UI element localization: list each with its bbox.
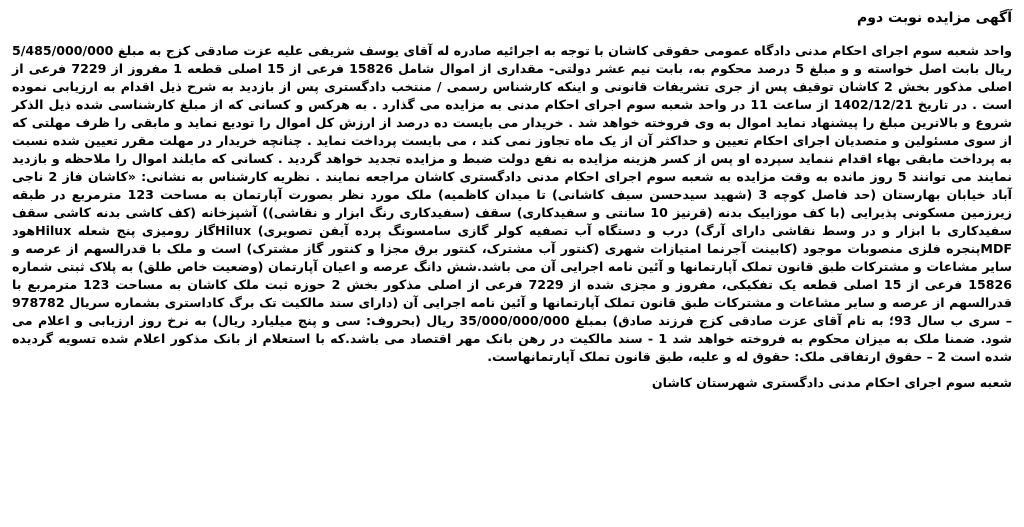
notice-title: آگهی مزایده نوبت دوم bbox=[856, 10, 1012, 26]
notice-body: واحد شعبه سوم اجرای احکام مدنی دادگاه عمومی حقوقی کاشان با توجه به اجرائیه صادره له آقای یوسف شریفی علیه عزت صادقی کزج به مبلغ 5/485/000/000 ریال بابت اصل خواسته و و مبلغ 5 درصد محکوم به، بابت نیم عشر دولتی- مقداری از اموال شامل 15826 فرعی از 15 اصلی قطعه 1 مفروز از 7229 فرعی از اصلی مذکور بخش 2 کاشان توقیف پس از جری تشریفات قانونی و اینکه کارشناس رسمی / منتخب دادگستری پس از بازدید به شرح ذیل اقدام به ارزیابی نموده است . در تاریخ 1402/12/21 از ساعت 11 در واحد شعبه سوم اجرای احکام مدنی به مزایده می گذارد . به هرکس و کسانی که از مبلغ کارشناسی شده ذیل الذکر شروع و بالاترین مبلغ را پیشنهاد نماید اموال به وی فروخته خواهد شد . خریدار می بایست ده درصد از ارزش کل اموال را تودیع نماید و مابقی را ظرف مهلتی که از سوی مسئولین و متصدیان اجرای احکام تعیین و حداکثر آن از یک ماه تجاوز نمی کند ، می بایست پرداخت نماید . چنانچه خریدار در مهلت مقرر تعیین شده نسبت به پرداخت مابقی بهاء اقدام ننماید سپرده او پس از کسر هزینه مزایده به نفع دولت ضبط و مزایده تجدید خواهد گردید . کسانی که مایلند اموال را ملاحظه و بازدید نمایند می توانند 5 روز مانده به وقت مزایده به شعبه سوم اجرای احکام مدنی دادگستری کاشان مراجعه نمایند . نظریه کارشناس به نشانی: «کاشان فاز 2 ناجی آباد خیابان بهارستان (حد فاصل کوچه 3 (شهید سیدحسن سیف کاشانی) تا میدان کاظمیه) ملک مورد نظر بصورت آپارتمان به مساحت 123 مترمربع در طبقه زیرزمین مسکونی پذیرایی (با کف موزاییک بدنه (قرنیز 10 سانتی و سفیدکاری) سقف (سفیدکاری رنگ ابزار و نقاشی)) آشپزخانه (کف کاشی بدنه کاشی سقف سفیدکاری با ابزار و در وسط نقاشی دارای آرگ) درب و دستگاه آب تصفیه کولر گازی سامسونگ پرده آیفن تصویری) Hiluxگاز رومیزی پنج شعله Hiluxهود MDFپنجره فلزی منصوبات موجود (کابینت آجرنما امتیازات شهری (کنتور آب مشترک، کنتور برق مجزا و کنتور گاز مشترک) است و ملک با قدرالسهم از عرصه و سایر مشاعات و مشترکات طبق قانون تملک آپارتمانها و آئین نامه اجرایی آن می باشد.شش دانگ عرصه و اعیان آپارتمان (وضعیت خاص طلق) به پلاک ثبتی شماره 15826 فرعی از 15 اصلی قطعه یک تفکیکی، مفروز و مجزی شده از 7229 فرعی از اصلی مذکور بخش 2 حوزه ثبت ملک کاشان به مساحت 123 مترمربع با قدرالسهم از عرصه و سایر مشاعات و مشترکات طبق قانون تملک آپارتمانها و آئین نامه اجرایی آن (دارای سند مالکیت تک برگ کاداستری بشماره سریال 978782 – سری ب سال 93؛ به نام آقای عزت صادقی کزج فرزند صادق) بمبلغ 35/000/000/000 ریال (بحروف: سی و پنج میلیارد ریال) به نرخ روز ارزیابی و اعلام می شود. ضمنا ملک به میزان محکوم به فروخته خواهد شد 1 - سند مالکیت در رهن بانک مهر اقتصاد می باشد.که با استعلام از بانک مذکور اعلام شده تسویه گردیده شده است 2 – حقوق ارتفاقی ملک: حقوق له و علیه، طبق قانون تملک آپارتمانهاست. bbox=[12, 43, 1013, 364]
notice-footer: شعبه سوم اجرای احکام مدنی دادگستری شهرستان کاشان bbox=[651, 375, 1012, 390]
